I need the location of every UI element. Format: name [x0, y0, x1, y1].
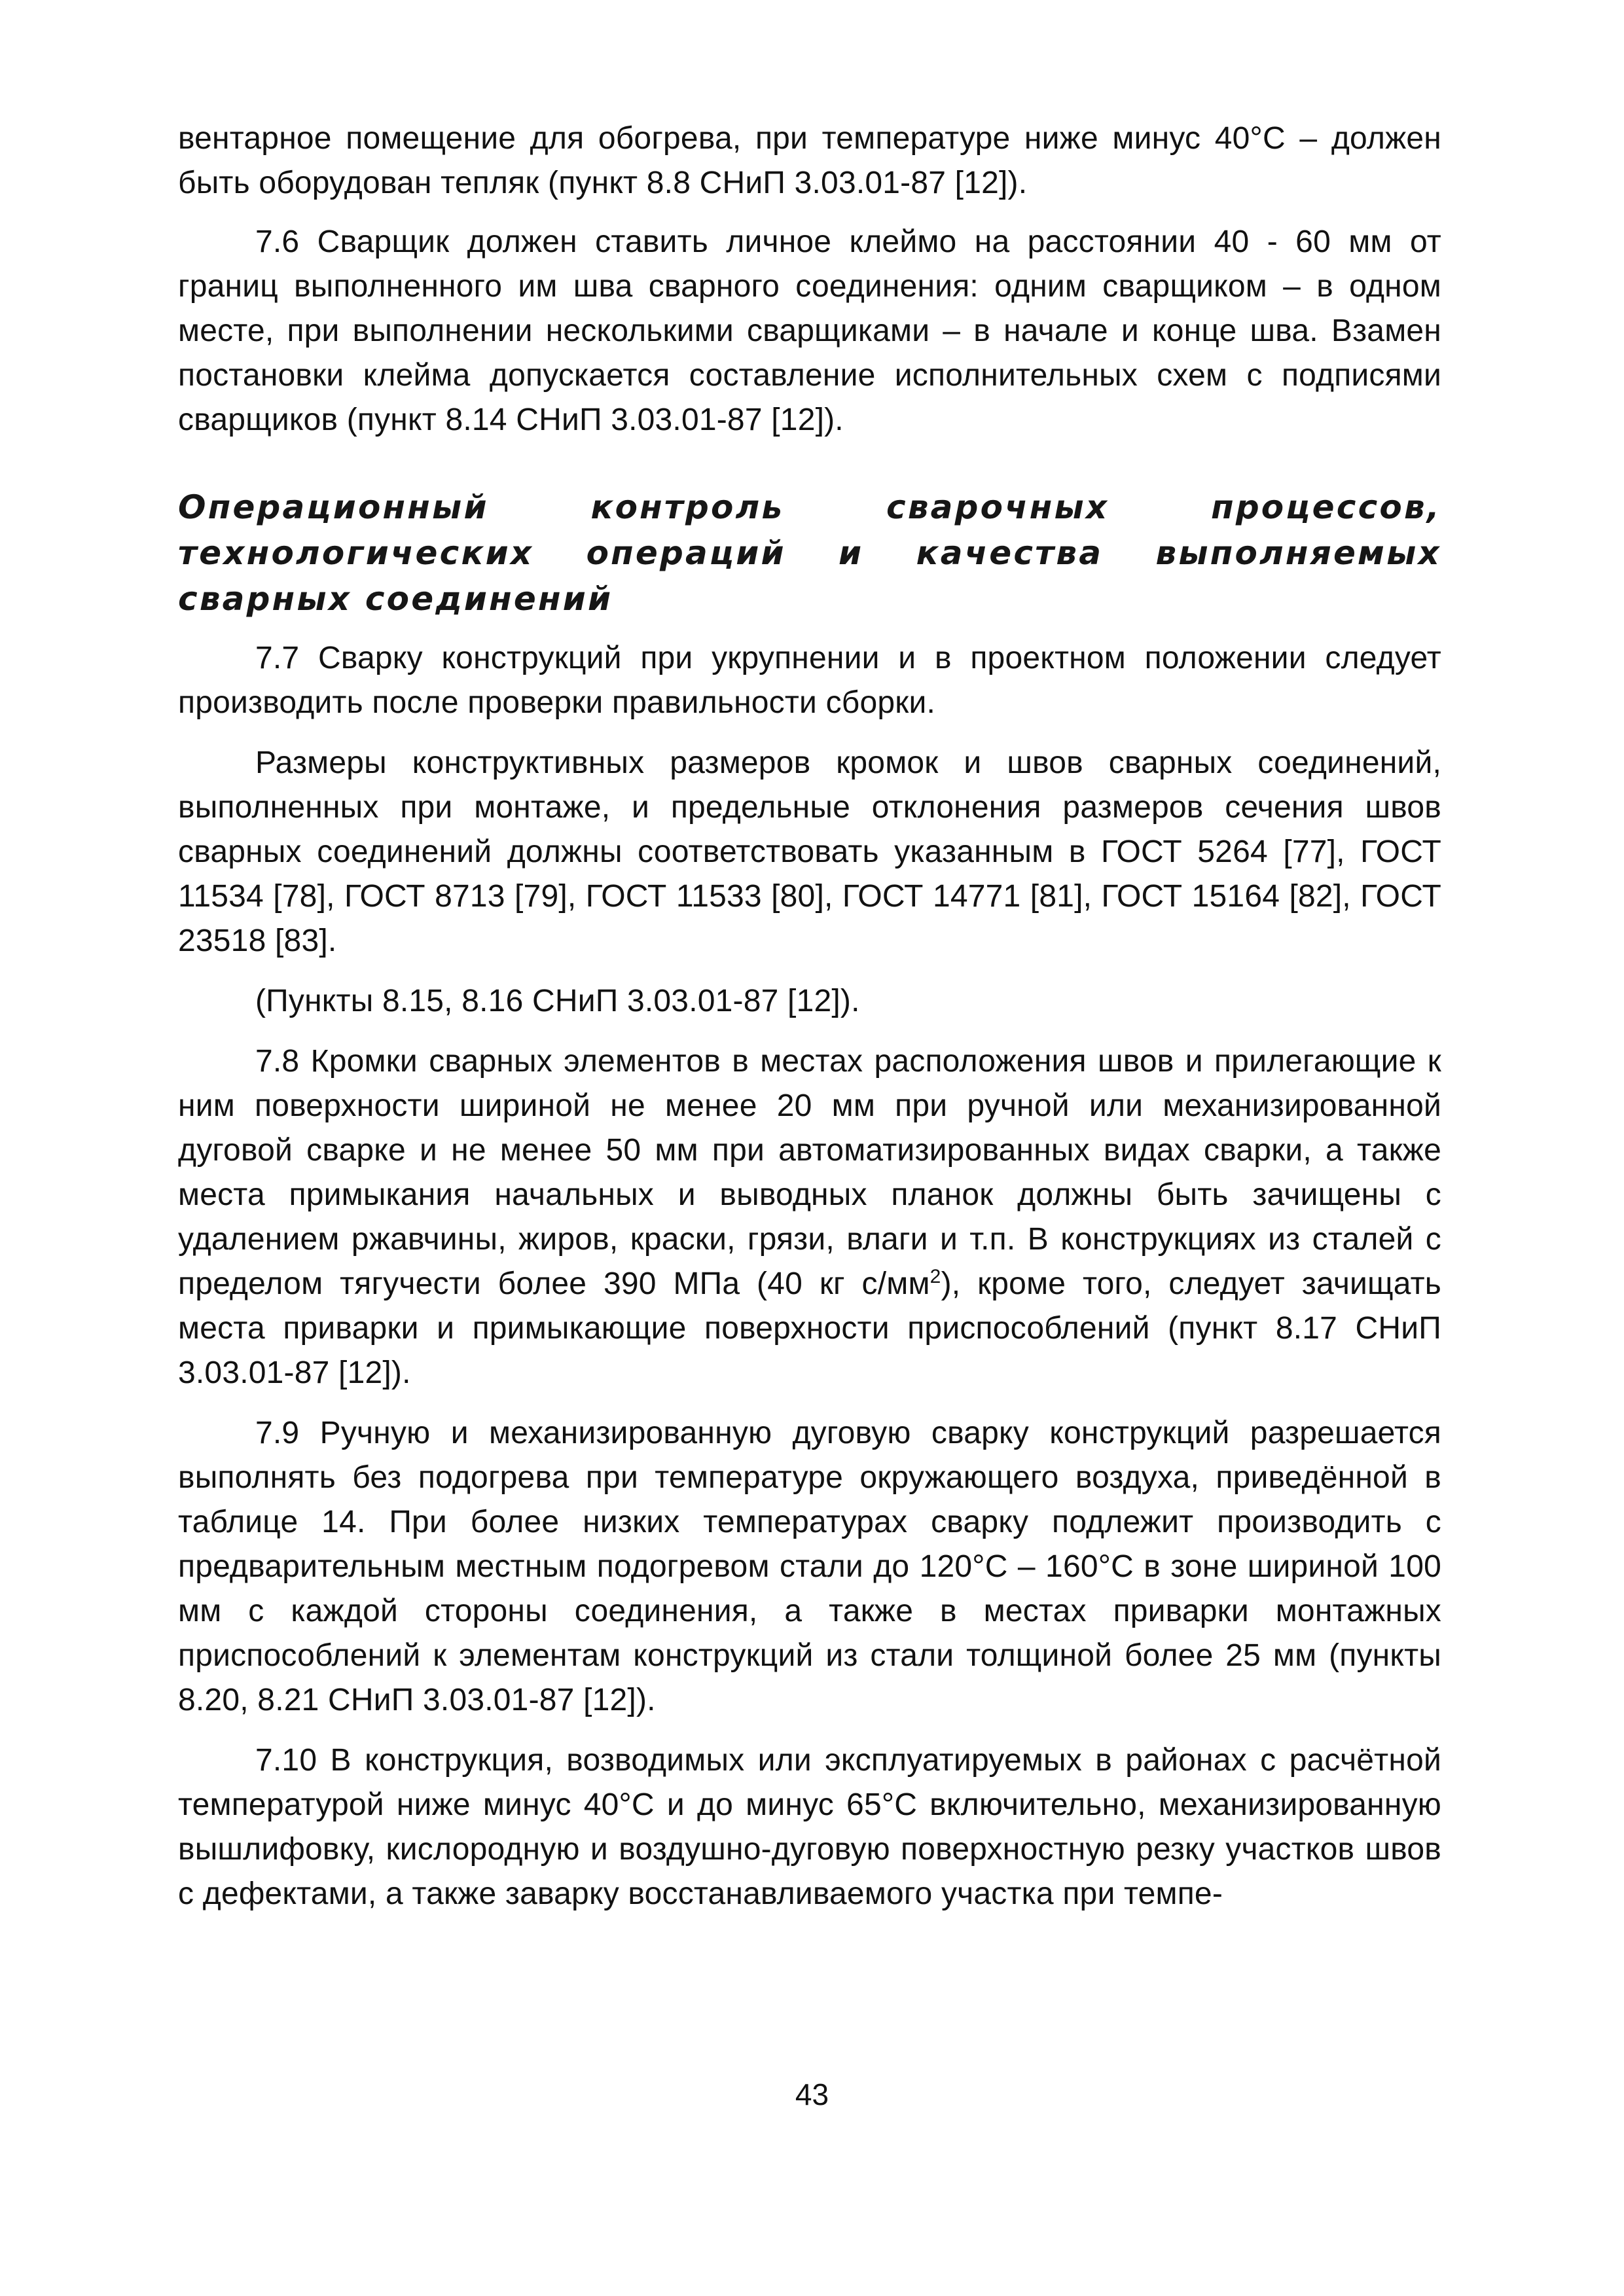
superscript-squared: 2	[929, 1266, 941, 1287]
paragraph-7-9: 7.9 Ручную и механизированную дуговую сварку конструкций разрешается выполнять без подогрева при температуре окружающего воздуха, приведённой в таблице 14. При более низких температурах сварку подлежит производить с предварительным местным подогревом стали до 120°С – 160°С в зоне шириной 100 мм с каждой стороны соединения, а также в местах приварки монтажных приспособлений к элементам конструкций из стали толщиной более 25 мм (пункты 8.20, 8.21 СНиП 3.03.01-87 [12]).	[178, 1416, 1441, 1717]
section-heading: Операционный контроль сварочных процессов, технологических операций и качества выполняемых сварных соединений	[178, 488, 1441, 618]
paragraph-7-7: 7.7 Сварку конструкций при укрупнении и в проектном положении следует производить после проверки правильности сборки.	[178, 641, 1441, 720]
paragraph-7-8-part-b: ), кроме того, следует зачищать места приварки и примыкающие поверхности приспособлений (пункт 8.17 СНиП 3.03.01-87 [12]).	[178, 1266, 1441, 1390]
paragraph-7-8-part-a: 7.8 Кромки сварных элементов в местах расположения швов и прилегающие к ним поверхности шириной не менее 20 мм при ручной или механизированной дуговой сварке и не менее 50 мм при автоматизированных видах сварки, а также места примыкания начальных и выводных планок должны быть зачищены с удалением ржавчины, жиров, краски, грязи, влаги и т.п. В конструкциях из сталей с пределом тягучести более 390 МПа (40 кг с/мм	[178, 1044, 1441, 1301]
page-body	[178, 117, 1441, 1916]
paragraph-7-10: 7.10 В конструкция, возводимых или эксплуатируемых в районах с расчётной температурой ниже минус 40°С и до минус 65°С включительно, механизированную вышлифовку, кислородную и воздушно-дуговую поверхностную резку участков швов с дефектами, а также заварку восстанавливаемого участка при темпе-	[178, 1743, 1441, 1911]
paragraph-sizes: Размеры конструктивных размеров кромок и швов сварных соединений, выполненных при монтаже, и предельные отклонения размеров сечения швов сварных соединений должны соответствовать указанным в ГОСТ 5264 [77], ГОСТ 11534 [78], ГОСТ 8713 [79], ГОСТ 11533 [80], ГОСТ 14771 [81], ГОСТ 15164 [82], ГОСТ 23518 [83].	[178, 745, 1441, 958]
paragraph-points-reference: (Пункты 8.15, 8.16 СНиП 3.03.01-87 [12]).	[255, 984, 860, 1018]
page-number: 43	[795, 2077, 829, 2111]
paragraph-continuation: вентарное помещение для обогрева, при температуре ниже минус 40°С – должен быть оборудован тепляк (пункт 8.8 СНиП 3.03.01-87 [12]).	[178, 121, 1441, 200]
paragraph-7-6: 7.6 Сварщик должен ставить личное клеймо на расстоянии 40 - 60 мм от границ выполненного им шва сварного соединения: одним сварщиком – в одном месте, при выполнении несколькими сварщиками – в начале и конце шва. Взамен постановки клейма допускается составление исполнительных схем с подписями сварщиков (пункт 8.14 СНиП 3.03.01-87 [12]).	[178, 224, 1441, 437]
paragraph-7-8	[178, 1039, 1441, 1395]
